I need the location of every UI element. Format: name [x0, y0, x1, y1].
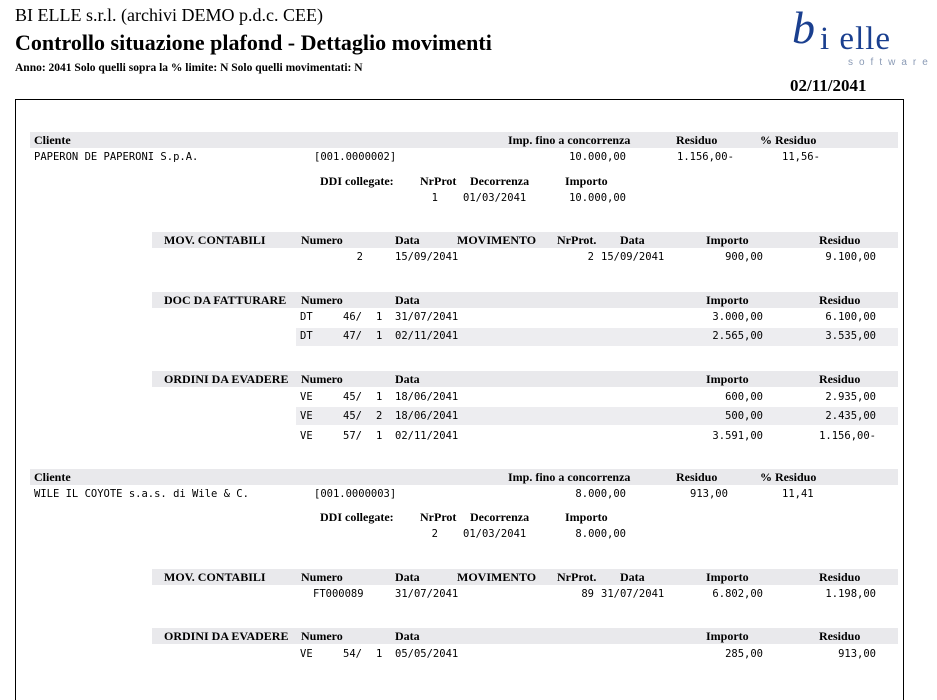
doc-data: 31/07/2041 [395, 311, 459, 323]
mov-data2: 31/07/2041 [601, 588, 665, 600]
doc-riga: 1 [376, 311, 383, 323]
ddi-nrprot-label: NrProt [420, 174, 457, 188]
doc-importo: 3.000,00 [712, 311, 763, 323]
report-frame [15, 99, 904, 700]
mov-data: 31/07/2041 [395, 588, 459, 600]
importo-label: Importo [706, 233, 749, 247]
ddi-importo-label: Importo [565, 510, 608, 524]
report-date: 02/11/2041 [790, 76, 867, 95]
ddi-nrprot: 1 [431, 192, 438, 204]
ddi-importo: 10.000,00 [569, 192, 626, 204]
importo-label: Importo [706, 570, 749, 584]
residuo-col-label: Residuo [819, 570, 861, 584]
client-code: [001.0000003] [314, 488, 397, 500]
ord-residuo: 1.156,00- [819, 430, 876, 442]
ord-riga: 1 [376, 648, 383, 660]
doc-importo: 2.565,00 [712, 330, 763, 342]
client-perc-residuo: 11,41 [782, 488, 814, 500]
mov-numero: 2 [356, 251, 363, 263]
logo-name: i elle [820, 21, 892, 57]
ord-data: 02/11/2041 [395, 430, 459, 442]
nrprot-label: NrProt. [557, 570, 597, 584]
nrprot-label: NrProt. [557, 233, 597, 247]
ord-riga: 1 [376, 391, 383, 403]
residuo-col-label: Residuo [819, 233, 861, 247]
doc-num: 47/ [343, 330, 362, 342]
numero-label: Numero [301, 372, 343, 386]
doc-residuo: 6.100,00 [825, 311, 876, 323]
doc-data: 02/11/2041 [395, 330, 459, 342]
movimento-label: MOVIMENTO [457, 570, 537, 584]
data-label: Data [395, 293, 420, 307]
ddi-nrprot-label: NrProt [420, 510, 457, 524]
ord-tipo: VE [300, 391, 313, 403]
ddi-importo-label: Importo [565, 174, 608, 188]
ord-num: 54/ [343, 648, 362, 660]
ordini-evadere-label: ORDINI DA EVADERE [164, 629, 289, 643]
ord-riga: 2 [376, 410, 383, 422]
ord-num: 45/ [343, 391, 362, 403]
ord-residuo: 913,00 [838, 648, 876, 660]
residuo-col-label: Residuo [819, 629, 861, 643]
doc-tipo: DT [300, 330, 313, 342]
perc-residuo-label: % Residuo [760, 133, 817, 147]
numero-label: Numero [301, 629, 343, 643]
ddi-decorrenza: 01/03/2041 [463, 528, 527, 540]
logo-tagline: software [848, 57, 934, 68]
numero-label: Numero [301, 293, 343, 307]
data-label: Data [395, 233, 420, 247]
data-label: Data [395, 372, 420, 386]
cliente-label: Cliente [34, 133, 71, 147]
imp-conc-label: Imp. fino a concorrenza [508, 470, 631, 484]
ord-importo: 500,00 [725, 410, 763, 422]
ord-data: 18/06/2041 [395, 410, 459, 422]
residuo-col-label: Residuo [819, 372, 861, 386]
client-imp-conc: 8.000,00 [575, 488, 626, 500]
ddi-importo: 8.000,00 [575, 528, 626, 540]
ordini-evadere-label: ORDINI DA EVADERE [164, 372, 289, 386]
ddi-decorrenza-label: Decorrenza [470, 174, 530, 188]
ord-tipo: VE [300, 648, 313, 660]
importo-label: Importo [706, 293, 749, 307]
ord-residuo: 2.435,00 [825, 410, 876, 422]
client-residuo: 1.156,00- [677, 151, 734, 163]
ord-data: 05/05/2041 [395, 648, 459, 660]
doc-num: 46/ [343, 311, 362, 323]
ddi-nrprot: 2 [431, 528, 438, 540]
doc-fatturare-label: DOC DA FATTURARE [164, 293, 287, 307]
numero-label: Numero [301, 233, 343, 247]
residuo-label: Residuo [676, 133, 718, 147]
client-code: [001.0000002] [314, 151, 397, 163]
ord-num: 57/ [343, 430, 362, 442]
mov-importo: 6.802,00 [712, 588, 763, 600]
numero-label: Numero [301, 570, 343, 584]
data2-label: Data [620, 233, 645, 247]
ddi-decorrenza: 01/03/2041 [463, 192, 527, 204]
client-name: PAPERON DE PAPERONI S.p.A. [34, 151, 199, 163]
ord-importo: 3.591,00 [712, 430, 763, 442]
mov-residuo: 1.198,00 [825, 588, 876, 600]
importo-label: Importo [706, 629, 749, 643]
mov-contabili-label: MOV. CONTABILI [164, 233, 266, 247]
ord-residuo: 2.935,00 [825, 391, 876, 403]
ord-importo: 600,00 [725, 391, 763, 403]
ord-tipo: VE [300, 430, 313, 442]
doc-residuo: 3.535,00 [825, 330, 876, 342]
data-label: Data [395, 570, 420, 584]
ddi-label: DDI collegate: [320, 510, 394, 524]
report-filters: Anno: 2041 Solo quelli sopra la % limite: N Solo quelli movimentati: N [15, 62, 363, 74]
importo-label: Importo [706, 372, 749, 386]
client-imp-conc: 10.000,00 [569, 151, 626, 163]
ord-riga: 1 [376, 430, 383, 442]
ddi-label: DDI collegate: [320, 174, 394, 188]
residuo-col-label: Residuo [819, 293, 861, 307]
mov-nrprot: 2 [587, 251, 594, 263]
data2-label: Data [620, 570, 645, 584]
ord-importo: 285,00 [725, 648, 763, 660]
mov-residuo: 9.100,00 [825, 251, 876, 263]
residuo-label: Residuo [676, 470, 718, 484]
ddi-decorrenza-label: Decorrenza [470, 510, 530, 524]
client-perc-residuo: 11,56- [782, 151, 820, 163]
mov-contabili-label: MOV. CONTABILI [164, 570, 266, 584]
imp-conc-label: Imp. fino a concorrenza [508, 133, 631, 147]
ord-tipo: VE [300, 410, 313, 422]
report-title: Controllo situazione plafond - Dettaglio movimenti [15, 30, 492, 55]
cliente-label: Cliente [34, 470, 71, 484]
mov-importo: 900,00 [725, 251, 763, 263]
ord-num: 45/ [343, 410, 362, 422]
mov-data2: 15/09/2041 [601, 251, 665, 263]
data-label: Data [395, 629, 420, 643]
client-name: WILE IL COYOTE s.a.s. di Wile & C. [34, 488, 249, 500]
mov-numero: FT000089 [313, 588, 364, 600]
company-name: BI ELLE s.r.l. (archivi DEMO p.d.c. CEE) [15, 5, 323, 25]
ord-data: 18/06/2041 [395, 391, 459, 403]
mov-nrprot: 89 [581, 588, 594, 600]
movimento-label: MOVIMENTO [457, 233, 537, 247]
client-residuo: 913,00 [690, 488, 728, 500]
perc-residuo-label: % Residuo [760, 470, 817, 484]
logo-mark: b [792, 2, 815, 53]
mov-data: 15/09/2041 [395, 251, 459, 263]
doc-riga: 1 [376, 330, 383, 342]
doc-tipo: DT [300, 311, 313, 323]
bi-elle-logo [788, 3, 933, 75]
